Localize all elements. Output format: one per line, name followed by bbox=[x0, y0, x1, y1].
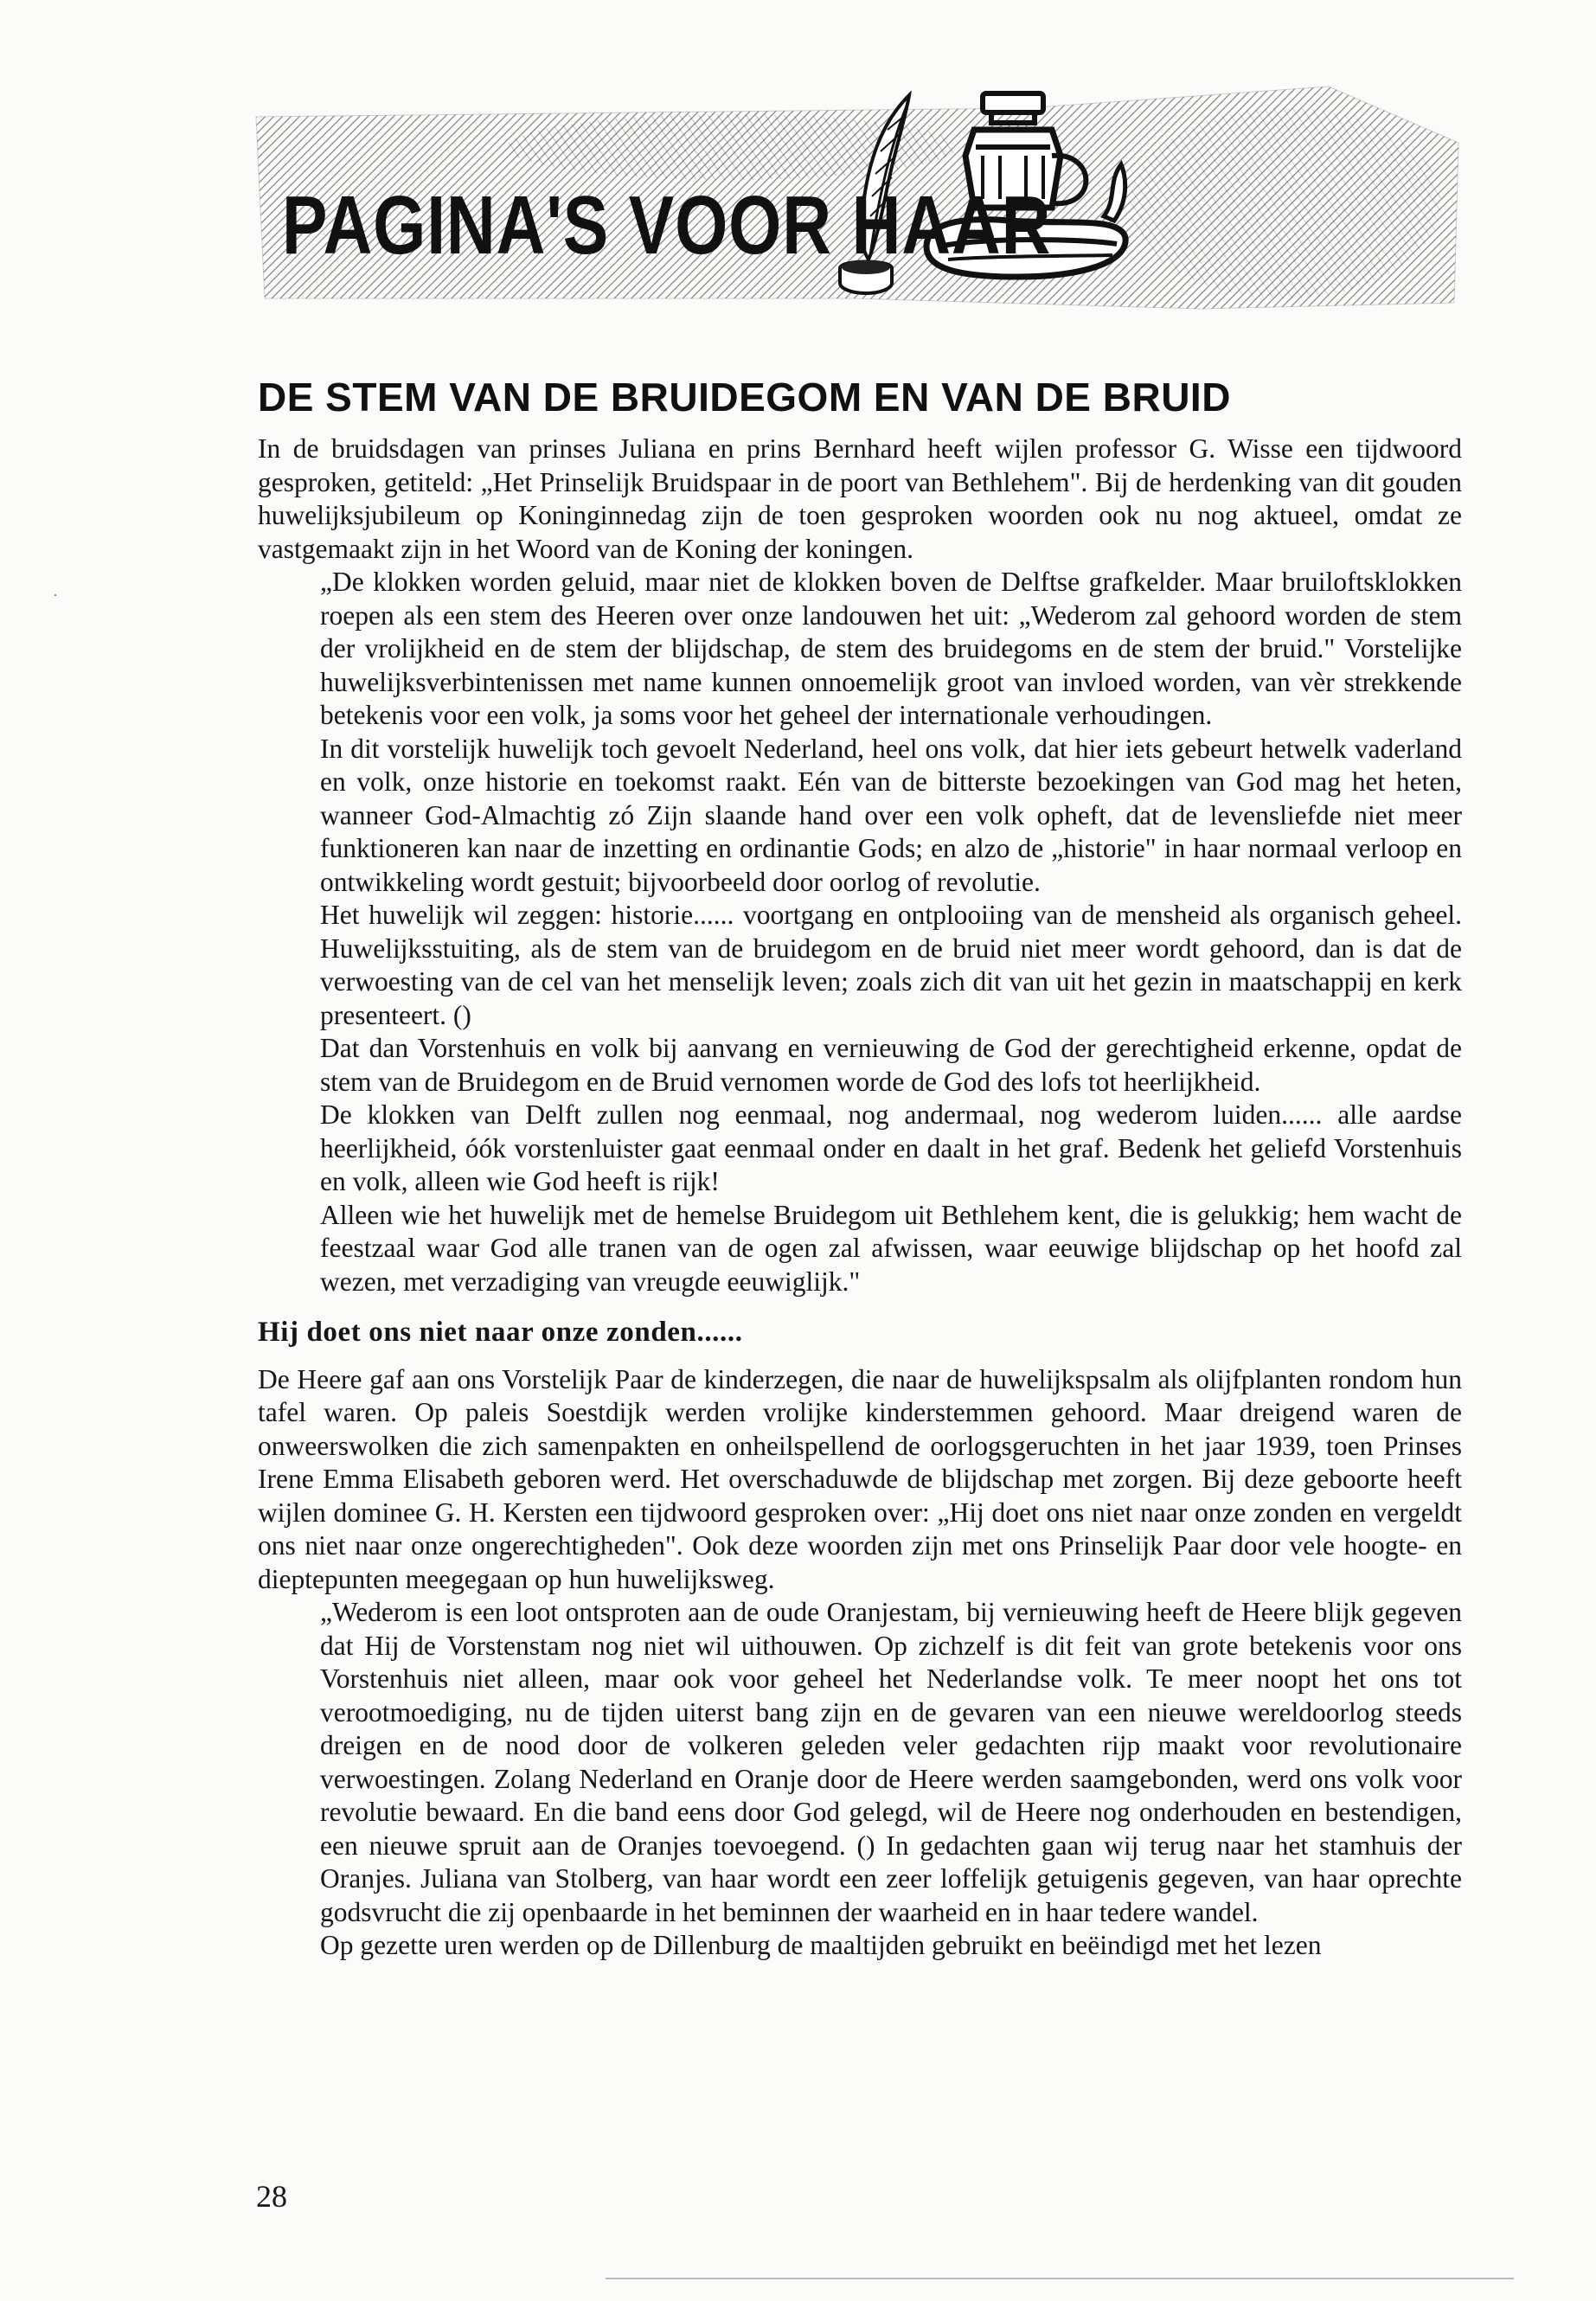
paragraph: De Heere gaf aan ons Vorstelijk Paar de kinderzegen, die naar de huwelijkspsalm als olijfplanten rondom hun tafel waren. Op paleis Soestdijk werden vrolijke kinderstemmen gehoord. Maar dreigend waren de onweerswolken die zich samenpakten en onheilspellend de oorlogsgeruchten in het jaar 1939, toen Prinses Irene Emma Elisabeth geboren werd. Het overschaduwde de blijdschap met zorgen. Bij deze geboorte heeft wijlen dominee G. H. Kersten een tijdwoord gesproken over: „Hij doet ons niet naar onze zonden en vergeldt ons niet naar onze ongerechtigheden". Ook deze woorden zijn met ons Prinselijk Paar door vele hoogte- en dieptepunten meegegaan op hun huwelijksweg. bbox=[258, 1363, 1462, 1594]
header-banner bbox=[247, 82, 1460, 311]
paragraph: In de bruidsdagen van prinses Juliana en prins Bernhard heeft wijlen professor G. Wisse een tijdwoord gesproken, getiteld: „Het Prinselijk Bruidspaar in de poort van Bethlehem". Bij de herdenking van dit gouden huwelijksjubileum op Koninginnedag zijn de toen gesproken woorden ook nu nog aktueel, omdat ze vastgemaakt zijn in het Woord van de Koning der koningen. bbox=[258, 433, 1462, 564]
paragraph: In dit vorstelijk huwelijk toch gevoelt Nederland, heel ons volk, dat hier iets gebeurt hetwelk vaderland en volk, onze historie en toekomst raakt. Eén van de bitterste bezoekingen van God mag het heten, wanneer God-Almachtig zó Zijn slaande hand over een volk opheft, dat de levensliefde niet meer funktioneren kan naar de inzetting en ordinantie Gods; en alzo de „historie" in haar normaal verloop en ontwikkeling wordt gestuit; bijvoorbeeld door oorlog of revolutie. bbox=[320, 733, 1462, 897]
section-subheading: Hij doet ons niet naar onze zonden...... bbox=[258, 1317, 743, 1348]
paragraph: „Wederom is een loot ontsproten aan de oude Oranjestam, bij vernieuwing heeft de Heere blijk gegeven dat Hij de Vorstenstam nog niet wil uithouwen. Op zichzelf is dit feit van grote betekenis voor ons Vorstenhuis niet alleen, maar ook voor geheel het Nederlandse volk. Te meer noopt het ons tot verootmoediging, nu de tijden uiterst bang zijn en de gevaren van een nieuwe wereldoorlog steeds dreigen en de nood door de volkeren geleden veler gedachten rijp maakt voor revolutionaire verwoestingen. Zolang Nederland en Oranje door de Heere werden saamgebonden, werd ons volk voor revolutie bewaard. En die band eens door God gelegd, wil de Heere nog onderhouden en bestendigen, een nieuwe spruit aan de Oranjes toevoegend. () In gedachten gaan wij terug naar het stamhuis der Oranjes. Juliana van Stolberg, van haar wordt een zeer loffelijk getuigenis gegeven, van haar oprechte godsvrucht die zij openbaarde in het beminnen der waarheid en in haar tedere wandel. bbox=[320, 1597, 1462, 1927]
paragraph: Alleen wie het huwelijk met de hemelse Bruidegom uit Bethlehem kent, die is gelukkig; hem wacht de feestzaal waar God alle tranen van de ogen zal afwissen, waar eeuwige blijdschap op het hoofd zal wezen, met verzadiging van vreugde eeuwiglijk." bbox=[320, 1199, 1462, 1297]
margin-mark: . bbox=[54, 585, 57, 599]
paragraph: Op gezette uren werden op de Dillenburg de maaltijden gebruikt en beëindigd met het lezen bbox=[320, 1930, 1322, 1960]
paragraph: Dat dan Vorstenhuis en volk bij aanvang en vernieuwing de God der gerechtigheid erkenne, opdat de stem van de Bruidegom en de Bruid vernomen worde de God des lofs tot heerlijkheid. bbox=[320, 1033, 1462, 1097]
banner-title: PAGINA'S VOOR HAAR bbox=[282, 179, 1052, 272]
bottom-rule bbox=[606, 2278, 1514, 2279]
article-headline: DE STEM VAN DE BRUIDEGOM EN VAN DE BRUID bbox=[258, 375, 1231, 420]
page-number: 28 bbox=[256, 2179, 287, 2214]
paragraph: „De klokken worden geluid, maar niet de klokken boven de Delftse grafkelder. Maar bruiloftsklokken roepen als een stem des Heeren over onze landouwen het uit: „Wederom zal gehoord worden de stem der vrolijkheid en de stem der blijdschap, de stem des bruidegoms en de stem der bruid." Vorstelijke huwelijksverbintenissen met name kunnen onnoemelijk groot van invloed worden, van vèr strekkende betekenis voor een volk, ja soms voor het geheel der internationale verhoudingen. bbox=[320, 567, 1462, 730]
paragraph: De klokken van Delft zullen nog eenmaal, nog andermaal, nog wederom luiden...... alle aardse heerlijkheid, óók vorstenluister gaat eenmaal onder en daalt in het graf. Bedenk het geliefd Vorstenhuis en volk, alleen wie God heeft is rijk! bbox=[320, 1099, 1462, 1196]
paragraph: Het huwelijk wil zeggen: historie...... voortgang en ontplooiing van de mensheid als organisch geheel. Huwelijksstuiting, als de stem van de bruidegom en de bruid niet meer wordt gehoord, dan is dat de verwoesting van de cel van het menselijk leven; zoals zich dit van uit het gezin in maatschappij en kerk presenteert. () bbox=[320, 900, 1462, 1030]
article-body bbox=[258, 433, 1462, 1963]
